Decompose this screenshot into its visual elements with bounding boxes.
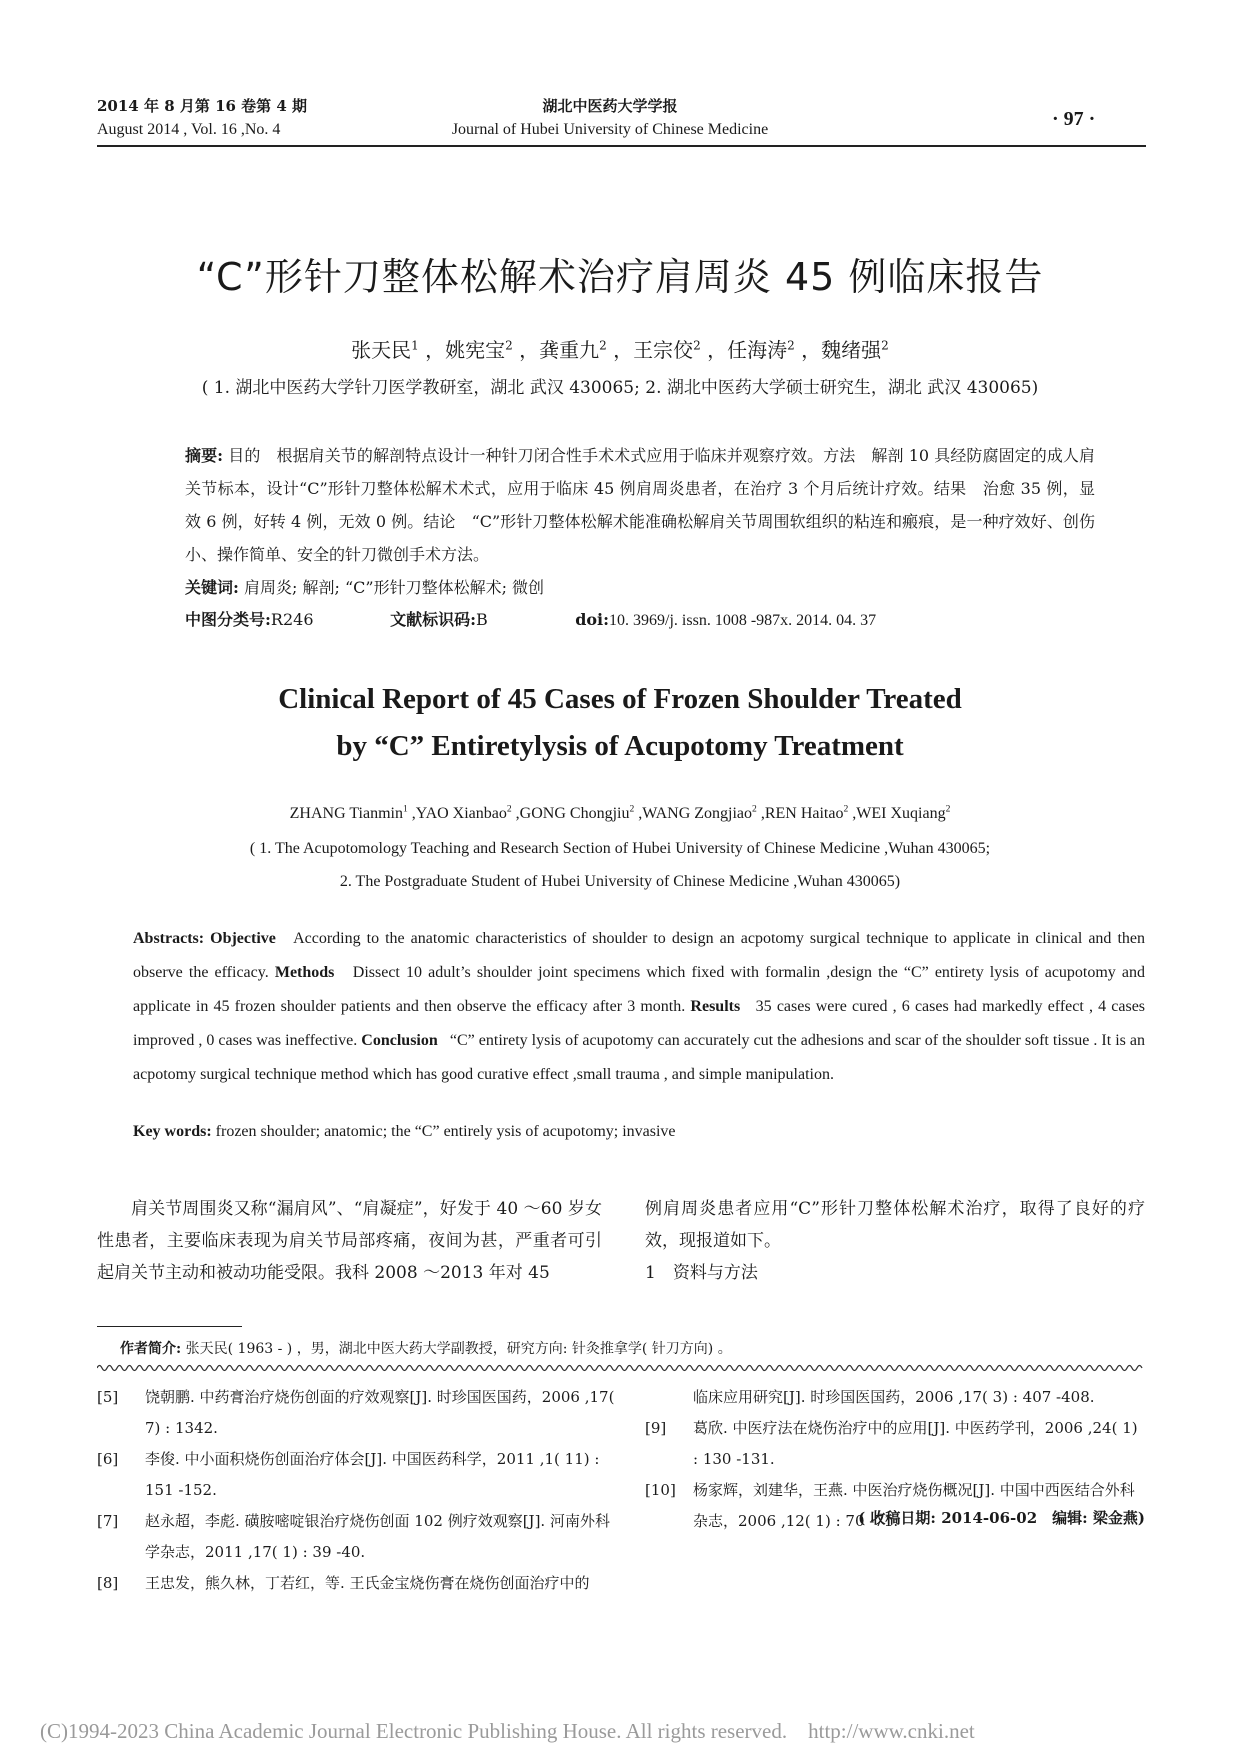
- author-affiliation-mark: 2: [752, 803, 757, 815]
- abstract-conclusion: “C” entirety lysis of acupotomy can accurately cut the adhesions and scar of the shoulder soft tissue . It is an acpotomy surgical technique method which has good curative effect ,small trauma , and simple manipulation.: [133, 1032, 1146, 1083]
- author-affiliation-mark: 2: [693, 338, 701, 353]
- abstract-en: [133, 922, 1145, 1092]
- abstract-methods: Dissect 10 adult’s shoulder joint specimens which fixed with formalin ,design the “C” entirety lysis of acupotomy and applicate in 45 frozen shoulder patients and then observe the efficacy after 3 month.: [133, 964, 1146, 1015]
- footnote-label: 作者简介:: [120, 1341, 182, 1357]
- methods-label: Methods: [274, 964, 335, 981]
- reference-number: [6]: [97, 1450, 119, 1468]
- author-name: ,GONG Chongjiu: [515, 805, 630, 822]
- reference-number: [10]: [645, 1481, 676, 1499]
- abstract-text-cn: 目的 根据肩关节的解剖特点设计一种针刀闭合性手术术式应用于临床并观察疗效。方法 解剖 10 具经防腐固定的成人肩关节标本，设计“C”形针刀整体松解术术式，应用于临床 45 例肩周炎患者，在治疗 3 个月后统计疗效。结果 治愈 35 例，显效 6 例，好转 4 例，无效 0 例。结论 “C”形针刀整体松解术能准确松解肩关节周围软组织的粘连和瘢痕，是一种疗效好、创伤小、操作简单、安全的针刀微创手术方法。: [185, 446, 1095, 564]
- body-paragraph: 例肩周炎患者应用“C”形针刀整体松解术治疗，取得了良好的疗效，现报道如下。: [645, 1199, 1145, 1251]
- footnote-divider: [97, 1326, 242, 1327]
- author-name: ，任海涛: [707, 338, 788, 362]
- conclusion-label: Conclusion: [361, 1032, 438, 1049]
- body-text-left: 肩关节周围炎又称“漏肩风”、“肩凝症”，好发于 40 ～60 岁女性患者，主要临床表现为肩关节局部疼痛，夜间为甚，严重者可引起肩关节主动和被动功能受限。我科 2008 ～2013 年对 45: [97, 1199, 602, 1283]
- author-list-cn: [60, 334, 1180, 363]
- affiliation-en-1: ( 1. The Acupotomology Teaching and Research Section of Hubei University of Chinese Medicine ,Wuhan 430065;: [249, 840, 991, 857]
- author-name: 张天民: [351, 338, 412, 362]
- section-heading: 1 资料与方法: [645, 1263, 758, 1283]
- doi-value: 10. 3969/j. issn. 1008 -987x. 2014. 04. 37: [609, 612, 877, 629]
- author-affiliation-mark: 2: [506, 803, 512, 815]
- journal-issue-info: [97, 94, 307, 142]
- reference-item: [97, 1444, 617, 1506]
- reference-item: [97, 1382, 617, 1444]
- author-name: ,WANG Zongjiao: [638, 805, 753, 822]
- article-title-cn: “C”形针刀整体松解术治疗肩周炎 45 例临床报告: [196, 255, 1044, 299]
- author-affiliation-mark: 2: [599, 338, 607, 353]
- doi: [575, 604, 876, 637]
- abstract-objective: According to the anatomic characteristics of shoulder to design an acpotomy surgical technique to applicate in clinical and then observe the efficacy.: [133, 930, 1145, 981]
- affiliations-cn: ( 1. 湖北中医药大学针刀医学教研室，湖北 武汉 430065; 2. 湖北中医药大学硕士研究生，湖北 武汉 430065): [201, 378, 1039, 398]
- clc-code: [185, 604, 385, 636]
- author-affiliation-mark: 2: [505, 338, 513, 353]
- author-affiliation-mark: 1: [402, 803, 408, 815]
- journal-name-cn: 湖北中医药大学学报: [542, 97, 678, 115]
- keywords-label-en: Key words:: [133, 1123, 212, 1140]
- author-affiliation-mark: 2: [881, 338, 889, 353]
- reference-number: [8]: [97, 1574, 119, 1592]
- keywords-label-cn: 关键词:: [185, 578, 239, 597]
- author-affiliation-mark: 2: [945, 803, 951, 815]
- author-footnote: [120, 1338, 732, 1358]
- author-name: ，王宗佼: [613, 338, 694, 362]
- page-number: · 97 ·: [1052, 108, 1096, 130]
- received-date-editor: ( 收稿日期: 2014-06-02 编辑: 梁金燕): [858, 1509, 1145, 1527]
- reference-text: 杨家辉，刘建华，王燕. 中医治疗烧伤概况[J]. 中国中西医结合外科杂志，2006 ,12( 1) : 70 -71.: [693, 1481, 1135, 1530]
- document-code-value: B: [476, 610, 488, 629]
- author-affiliation-mark: 2: [787, 338, 795, 353]
- keywords-text-cn: 肩周炎; 解剖; “C”形针刀整体松解术; 微创: [244, 578, 545, 597]
- article-title-en-line1: Clinical Report of 45 Cases of Frozen Shoulder Treated: [278, 683, 962, 715]
- author-affiliation-mark: 2: [629, 803, 635, 815]
- doi-label: doi:: [575, 610, 610, 629]
- author-name: ,WEI Xuqiang: [852, 805, 946, 822]
- author-name: ,YAO Xianbao: [411, 805, 507, 822]
- author-affiliation-mark: 2: [843, 803, 849, 815]
- author-list-en: [60, 805, 1180, 823]
- author-name: ZHANG Tianmin: [289, 805, 403, 822]
- author-name: ，龚重九: [519, 338, 600, 362]
- keywords-text-en: frozen shoulder; anatomic; the “C” entirely ysis of acupotomy; invasive: [215, 1123, 676, 1140]
- article-title-en: [60, 676, 1180, 770]
- affiliation-en-2: 2. The Postgraduate Student of Hubei University of Chinese Medicine ,Wuhan 430065): [339, 873, 901, 890]
- reference-item: [97, 1568, 617, 1599]
- issue-info-cn: 2014 年 8 月第 16 卷第 4 期: [97, 97, 308, 115]
- abstract-results: 35 cases were cured , 6 cases had markedly effect , 4 cases improved , 0 cases was ineffective.: [133, 998, 1146, 1049]
- document-code: [390, 604, 570, 636]
- abstract-cn: [185, 439, 1095, 571]
- wavy-divider: [97, 1363, 1146, 1373]
- document-code-label: 文献标识码:: [390, 610, 477, 629]
- reference-item: [645, 1413, 1145, 1475]
- author-affiliation-mark: 1: [411, 338, 419, 353]
- header-divider: [97, 145, 1146, 147]
- reference-text: 李俊. 中小面积烧伤创面治疗体会[J]. 中国医药科学，2011 ,1( 11) : 151 -152.: [145, 1450, 600, 1499]
- journal-name: [400, 94, 820, 142]
- journal-name-en: Journal of Hubei University of Chinese Medicine: [451, 121, 769, 138]
- author-name: ，魏绪强: [801, 338, 882, 362]
- reference-item: [645, 1382, 1145, 1413]
- clc-value: R246: [270, 610, 314, 629]
- footnote-text: 张天民( 1963 - ) ，男，湖北中医大药大学副教授，研究方向: 针灸推拿学( 针刀方向) 。: [185, 1341, 732, 1357]
- issue-info-en: August 2014 , Vol. 16 ,No. 4: [97, 121, 281, 138]
- reference-number: [9]: [645, 1419, 667, 1437]
- author-name: ，姚宪宝: [425, 338, 506, 362]
- reference-item: [97, 1506, 617, 1568]
- references-left: [97, 1382, 617, 1599]
- reference-text: 葛欣. 中医疗法在烧伤治疗中的应用[J]. 中医药学刊，2006 ,24( 1) : 130 -131.: [693, 1419, 1138, 1468]
- keywords-cn: [185, 572, 544, 604]
- reference-text: 饶朝鹏. 中药膏治疗烧伤创面的疗效观察[J]. 时珍国医国药，2006 ,17( 7) : 1342.: [145, 1388, 615, 1437]
- reference-number: [7]: [97, 1512, 119, 1530]
- reference-text: 赵永超，李彪. 磺胺嘧啶银治疗烧伤创面 102 例疗效观察[J]. 河南外科学杂志，2011 ,17( 1) : 39 -40.: [145, 1512, 610, 1561]
- author-name: ,REN Haitao: [760, 805, 844, 822]
- article-title-en-line2: by “C” Entiretylysis of Acupotomy Treatment: [336, 730, 904, 762]
- classification-line: [185, 604, 1095, 637]
- abstract-label-en: Abstracts: Objective: [133, 930, 276, 947]
- reference-text: 王忠发，熊久林，丁若红，等. 王氏金宝烧伤膏在烧伤创面治疗中的: [145, 1574, 590, 1592]
- abstract-label-cn: 摘要:: [185, 446, 224, 465]
- results-label: Results: [690, 998, 741, 1015]
- keywords-en: [133, 1123, 676, 1141]
- reference-number: [645, 1382, 693, 1413]
- copyright-footer: (C)1994-2023 China Academic Journal Electronic Publishing House. All rights reserved. http://www.cnki.net: [40, 1719, 975, 1743]
- reference-number: [5]: [97, 1388, 119, 1406]
- body-text-right: [645, 1193, 1145, 1289]
- clc-label: 中图分类号:: [185, 610, 271, 629]
- reference-text: 临床应用研究[J]. 时珍国医国药，2006 ,17( 3) : 407 -408.: [693, 1388, 1095, 1406]
